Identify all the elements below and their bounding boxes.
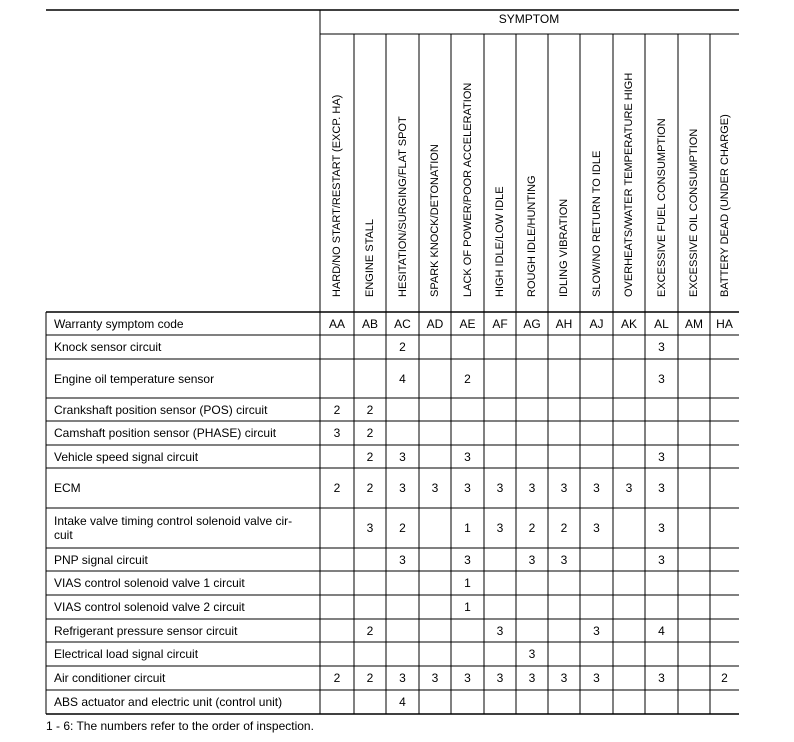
table-cell: 1 xyxy=(464,600,471,614)
table-cell: 2 xyxy=(366,426,374,440)
table-row-label: VIAS control solenoid valve 2 circuit xyxy=(54,600,245,614)
column-header xyxy=(364,39,376,309)
column-header xyxy=(591,39,603,309)
table-cell: 3 xyxy=(625,481,633,495)
column-header-label: ROUGH IDLE/HUNTING xyxy=(526,175,538,297)
table-row-label: Camshaft position sensor (PHASE) circuit xyxy=(54,426,277,440)
table-row-label: Air conditioner circuit xyxy=(54,671,166,685)
table-row-label: Refrigerant pressure sensor circuit xyxy=(54,623,238,638)
column-header-label: SLOW/NO RETURN TO IDLE xyxy=(590,150,603,297)
table-cell: 3 xyxy=(593,481,600,495)
table-cell: 2 xyxy=(333,481,341,495)
table-cell: AM xyxy=(685,316,703,331)
table-cell: 3 xyxy=(658,481,665,495)
table-cell: 3 xyxy=(464,449,471,464)
table-cell: 2 xyxy=(560,521,568,535)
table-cell: HA xyxy=(716,316,733,331)
column-header-label: HESITATION/SURGING/FLAT SPOT xyxy=(396,116,409,297)
table-cell: 2 xyxy=(399,340,406,354)
column-header-label: LACK OF POWER/POOR ACCELERATION xyxy=(461,82,474,297)
table-cell: 2 xyxy=(366,402,374,417)
table-cell: 2 xyxy=(721,671,728,685)
table-cell: 2 xyxy=(464,371,471,386)
table-cell: 2 xyxy=(333,671,341,685)
table-cell: 3 xyxy=(528,481,536,495)
table-cell: AD xyxy=(426,316,444,331)
table-cell: AF xyxy=(492,316,508,331)
column-header xyxy=(688,39,700,309)
table-cell: 1 xyxy=(464,521,471,535)
column-header xyxy=(656,39,668,309)
table-cell: 3 xyxy=(464,481,471,495)
table-row-label: ABS actuator and electric unit (control unit) xyxy=(54,695,283,709)
table-cell: 3 xyxy=(658,552,665,567)
table-row-label: Electrical load signal circuit xyxy=(54,647,199,661)
table-cell: 4 xyxy=(658,623,665,638)
table-cell: AE xyxy=(459,316,476,331)
column-header-label: HARD/NO START/RESTART (EXCP. HA) xyxy=(331,94,343,297)
column-header xyxy=(494,39,506,309)
table-cell: 3 xyxy=(593,521,600,535)
column-header-label: OVERHEATS/WATER TEMPERATURE HIGH xyxy=(623,72,635,297)
table-cell: 3 xyxy=(658,371,665,386)
table-cell: 3 xyxy=(560,552,568,567)
table-cell: 4 xyxy=(399,371,406,386)
table-cell: AJ xyxy=(589,316,604,331)
table-row-label: ECM xyxy=(54,481,81,495)
table-cell: 3 xyxy=(399,671,406,685)
table-cell: AB xyxy=(361,316,378,331)
table-cell: 3 xyxy=(593,623,600,638)
table-cell: 3 xyxy=(464,671,471,685)
column-header-label: IDLING VIBRATION xyxy=(558,198,570,297)
table-cell: AH xyxy=(555,316,573,331)
table-cell: AK xyxy=(620,316,637,331)
table-cell: 3 xyxy=(658,340,665,354)
table-cell: 2 xyxy=(333,402,341,417)
table-row-label: Engine oil temperature sensor xyxy=(54,371,215,386)
table-cell: 3 xyxy=(399,481,406,495)
column-header-label: BATTERY DEAD (UNDER CHARGE) xyxy=(718,114,731,297)
table-row-label: Crankshaft position sensor (POS) circuit xyxy=(54,402,268,417)
table-cell: 3 xyxy=(528,647,536,661)
table-cell: 3 xyxy=(528,552,536,567)
column-header-label: EXCESSIVE FUEL CONSUMPTION xyxy=(655,118,668,297)
table-cell: AC xyxy=(394,316,411,331)
column-header xyxy=(462,39,474,309)
table-cell: AG xyxy=(523,316,541,331)
table-cell: 3 xyxy=(658,521,665,535)
column-header-label: EXCESSIVE OIL CONSUMPTION xyxy=(688,128,700,297)
table-cell: 3 xyxy=(431,481,439,495)
table-cell: 3 xyxy=(560,671,568,685)
table-cell: 2 xyxy=(366,449,374,464)
symptom-header: SYMPTOM xyxy=(498,12,560,26)
table-cell: 3 xyxy=(333,426,341,440)
column-header xyxy=(397,39,409,309)
table-cell: 3 xyxy=(658,671,665,685)
table-cell: 2 xyxy=(366,671,374,685)
footnote: 1 - 6: The numbers refer to the order of inspection. xyxy=(46,719,314,733)
table-cell: 3 xyxy=(496,671,504,685)
column-header-label: SPARK KNOCK/DETONATION xyxy=(429,144,441,297)
table-row-label: Knock sensor circuit xyxy=(54,340,162,354)
column-header xyxy=(623,39,635,309)
table-cell: 1 xyxy=(464,576,471,590)
table-row-label: VIAS control solenoid valve 1 circuit xyxy=(54,576,245,590)
table-row-label: PNP signal circuit xyxy=(54,552,148,567)
column-header-label: HIGH IDLE/LOW IDLE xyxy=(494,186,506,297)
table-cell: 3 xyxy=(496,481,504,495)
table-cell: 3 xyxy=(399,449,406,464)
table-cell: 3 xyxy=(528,671,536,685)
column-header xyxy=(526,39,538,309)
table-cell: 2 xyxy=(399,521,406,535)
table-row-label: Intake valve timing control solenoid valve cir- cuit xyxy=(54,514,293,542)
table-cell: 3 xyxy=(496,623,504,638)
table-cell: AA xyxy=(328,316,345,331)
table-row-label: Vehicle speed signal circuit xyxy=(54,449,199,464)
column-header xyxy=(719,39,731,309)
warranty-code-row-label: Warranty symptom code xyxy=(54,316,184,331)
table-cell: 3 xyxy=(496,521,504,535)
column-header xyxy=(558,39,570,309)
table-cell: 3 xyxy=(658,449,665,464)
table-cell: 3 xyxy=(366,521,374,535)
table-cell: 2 xyxy=(366,481,374,495)
table-cell: 3 xyxy=(593,671,600,685)
column-header xyxy=(429,39,441,309)
table-cell: 3 xyxy=(399,552,406,567)
table-cell: 4 xyxy=(399,695,406,709)
table-cell: 3 xyxy=(431,671,439,685)
table-cell: 2 xyxy=(366,623,374,638)
table-cell: 3 xyxy=(560,481,568,495)
column-header xyxy=(331,39,343,309)
table-cell: AL xyxy=(654,316,669,331)
table-cell: 3 xyxy=(464,552,471,567)
table-cell: 2 xyxy=(528,521,536,535)
column-header-label: ENGINE STALL xyxy=(364,218,376,297)
